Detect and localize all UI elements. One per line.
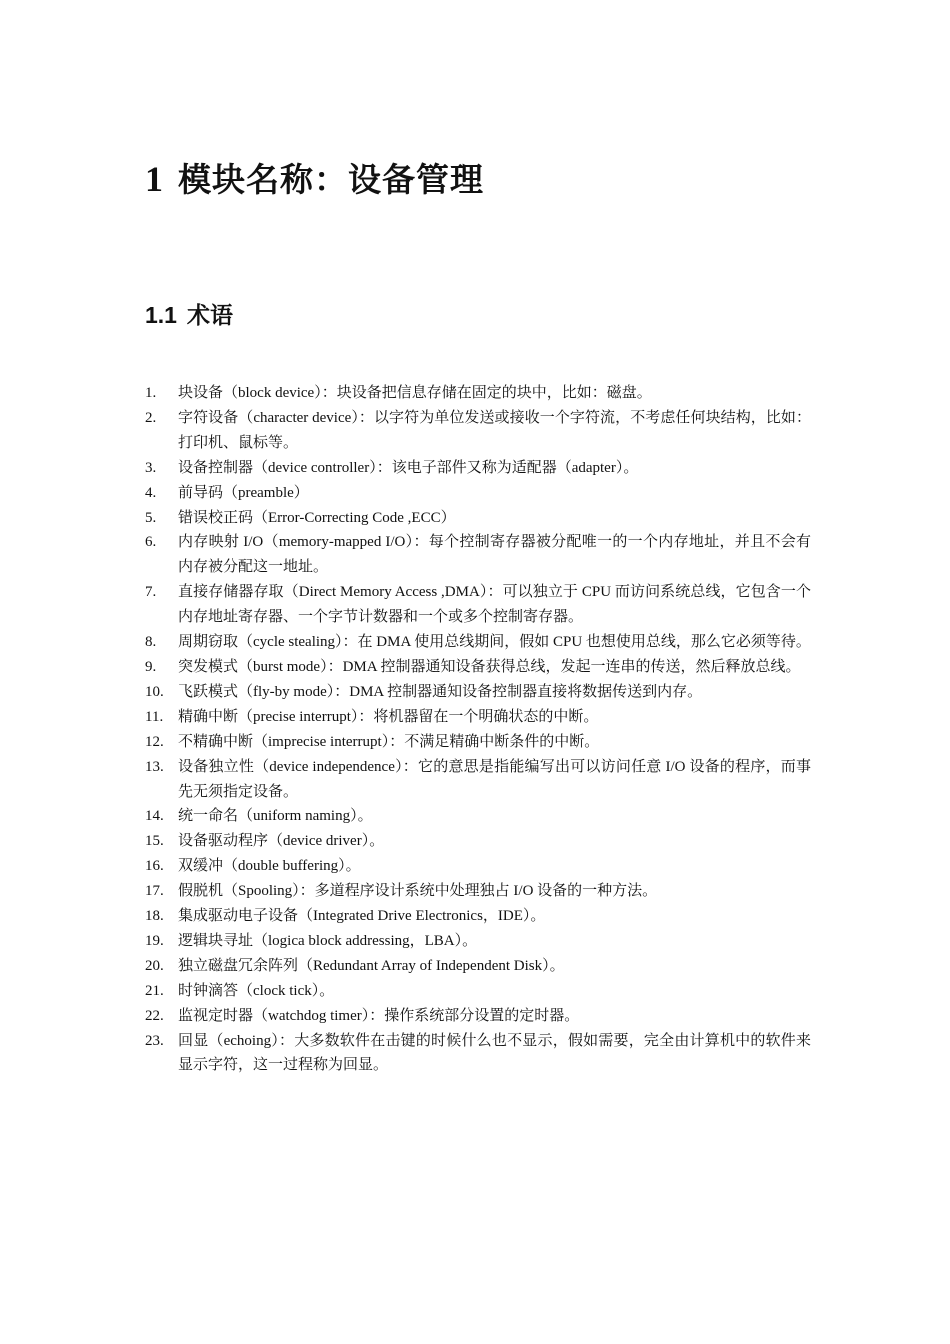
- term-item: [145, 481, 811, 506]
- term-text: 设备驱动程序（device driver）。: [178, 833, 385, 850]
- term-number: 11.: [145, 708, 164, 725]
- term-number: 16.: [145, 858, 164, 875]
- term-number: 10.: [145, 683, 164, 700]
- term-number: 9.: [145, 658, 157, 675]
- terms-section-heading: [145, 297, 233, 330]
- term-item: [145, 381, 811, 406]
- term-item: [145, 705, 811, 730]
- term-item: [145, 1029, 811, 1079]
- terms-section-number: 1.1: [145, 302, 177, 328]
- term-item: [145, 904, 811, 929]
- term-number: 8.: [145, 634, 157, 651]
- term-text: 不精确中断（imprecise interrupt）：不满足精确中断条件的中断。: [178, 733, 600, 750]
- term-text: 设备独立性（device independence）：它的意思是指能编写出可以访问任意 I/O 设备的程序，而事先无须指定设备。: [178, 758, 811, 800]
- term-text: 周期窃取（cycle stealing）：在 DMA 使用总线期间，假如 CPU 也想使用总线，那么它必须等待。: [178, 634, 811, 651]
- term-number: 4.: [145, 484, 157, 501]
- term-text: 独立磁盘冗余阵列（Redundant Array of Independent Disk）。: [178, 957, 565, 974]
- term-number: 5.: [145, 509, 157, 526]
- term-number: 23.: [145, 1032, 164, 1049]
- term-text: 回显（echoing）：大多数软件在击键的时候什么也不显示，假如需要，完全由计算机中的软件来显示字符，这一过程称为回显。: [178, 1032, 811, 1074]
- terms-list: [145, 381, 811, 1078]
- term-item: [145, 680, 811, 705]
- term-item: [145, 580, 811, 630]
- term-number: 2.: [145, 409, 157, 426]
- term-number: 1.: [145, 385, 157, 401]
- term-number: 18.: [145, 908, 164, 925]
- term-number: 13.: [145, 758, 164, 775]
- term-number: 20.: [145, 957, 164, 974]
- term-number: 15.: [145, 833, 164, 850]
- term-text: 设备控制器（device controller）：该电子部件又称为适配器（adapter）。: [178, 459, 639, 476]
- term-item: [145, 755, 811, 805]
- term-item: [145, 406, 811, 456]
- term-item: [145, 804, 811, 829]
- term-text: 飞跃模式（fly-by mode）：DMA 控制器通知设备控制器直接将数据传送到内存。: [178, 683, 703, 700]
- term-item: [145, 655, 811, 680]
- term-text: 双缓冲（double buffering）。: [178, 858, 361, 875]
- term-number: 14.: [145, 808, 164, 825]
- terms-section-title: 术语: [186, 303, 233, 329]
- term-text: 时钟滴答（clock tick）。: [178, 982, 335, 999]
- term-item: [145, 506, 811, 531]
- term-number: 7.: [145, 584, 157, 601]
- term-item: [145, 730, 811, 755]
- term-text: 块设备（block device）：块设备把信息存储在固定的块中，比如：磁盘。: [178, 385, 652, 401]
- term-item: [145, 1004, 811, 1029]
- term-number: 21.: [145, 982, 164, 999]
- term-text: 直接存储器存取（Direct Memory Access ,DMA）：可以独立于 CPU 而访问系统总线，它包含一个内存地址寄存器、一个字节计数器和一个或多个控制寄存器。: [178, 584, 811, 626]
- term-text: 突发模式（burst mode）：DMA 控制器通知设备获得总线，发起一连串的传送，然后释放总线。: [178, 658, 801, 675]
- term-item: [145, 854, 811, 879]
- term-number: 17.: [145, 883, 164, 900]
- term-number: 3.: [145, 459, 157, 476]
- term-item: [145, 979, 811, 1004]
- term-item: [145, 929, 811, 954]
- module-heading-title: 模块名称：设备管理: [178, 160, 484, 199]
- term-text: 字符设备（character device）：以字符为单位发送或接收一个字符流，不考虑任何块结构，比如：打印机、鼠标等。: [178, 409, 811, 451]
- term-number: 12.: [145, 733, 164, 750]
- term-item: [145, 954, 811, 979]
- term-text: 假脱机（Spooling）：多道程序设计系统中处理独占 I/O 设备的一种方法。: [178, 883, 658, 900]
- term-item: [145, 630, 811, 655]
- term-text: 前导码（preamble）: [178, 484, 309, 501]
- term-item: [145, 530, 811, 580]
- term-item: [145, 879, 811, 904]
- term-text: 错误校正码（Error-Correcting Code ,ECC）: [178, 509, 456, 526]
- term-text: 精确中断（precise interrupt）：将机器留在一个明确状态的中断。: [178, 708, 599, 725]
- term-item: [145, 456, 811, 481]
- term-text: 统一命名（uniform naming）。: [178, 808, 373, 825]
- term-text: 集成驱动电子设备（Integrated Drive Electronics，IDE）。: [178, 908, 546, 925]
- term-text: 逻辑块寻址（logica block addressing，LBA）。: [178, 932, 478, 949]
- module-heading: [145, 154, 484, 201]
- term-text: 监视定时器（watchdog timer）：操作系统部分设置的定时器。: [178, 1007, 580, 1024]
- term-number: 19.: [145, 932, 164, 949]
- term-number: 6.: [145, 534, 157, 551]
- term-text: 内存映射 I/O（memory-mapped I/O）：每个控制寄存器被分配唯一的一个内存地址，并且不会有内存被分配这一地址。: [178, 534, 811, 576]
- term-number: 22.: [145, 1007, 164, 1024]
- module-heading-number: 1: [145, 159, 164, 199]
- term-item: [145, 829, 811, 854]
